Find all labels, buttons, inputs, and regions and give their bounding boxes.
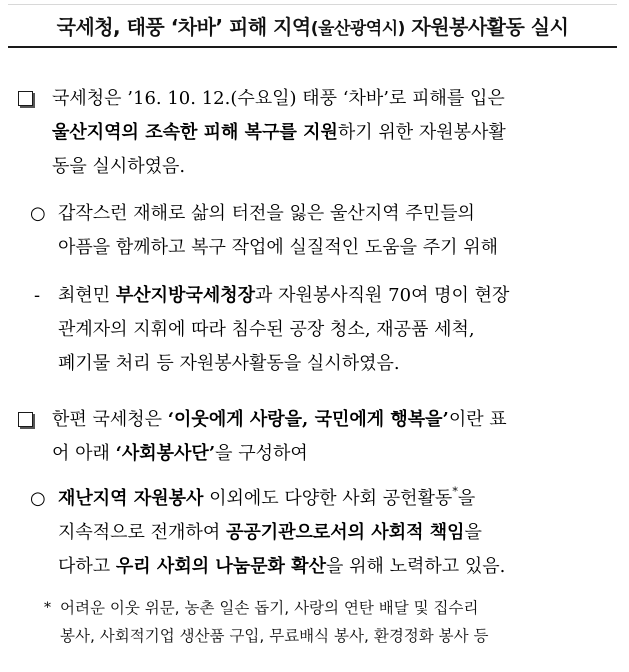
section2-line2-bold: ‘사회봉사단’: [115, 443, 216, 464]
section2-line2: [52, 437, 507, 471]
section2-sub1-line2: [58, 516, 505, 550]
circle-bullet-icon: ○: [30, 203, 46, 224]
section2-sub1-paragraph: [58, 482, 505, 584]
title-tail: 자원봉사활동 실시: [404, 15, 569, 39]
title-bar: [8, 4, 617, 48]
section1-sub1-line2: 아픔을 함께하고 복구 작업에 실질적인 도움을 주기 위해: [58, 237, 498, 258]
section2-sub1-line2-bold: 공공기관으로서의 사회적 책임: [225, 522, 465, 543]
section1-sub2-line1: [58, 279, 509, 313]
section2-paragraph: [52, 403, 507, 471]
section1-sub2-line1-rest: 과 자원봉사직원 70여 명이 현장: [255, 285, 510, 306]
section2-sub1-line3-rest: 을 위해 노력하고 있음.: [325, 556, 506, 577]
title-main: 국세청, 태풍 ‘차바’ 피해 지역: [56, 15, 311, 39]
footnote-mark: *: [452, 485, 458, 498]
section1-sub2-line1-pre: 최현민: [58, 285, 116, 306]
section1-sub1-paragraph: [58, 197, 498, 265]
section2-sub1-line3-pre: 다하고: [58, 556, 116, 577]
section2-line2-rest: 을 구성하여: [215, 443, 308, 464]
section2-sub1-line3: [58, 550, 505, 584]
section1-sub2-line1-bold: 부산지방국세청장: [115, 285, 255, 306]
footnote-paragraph: [60, 594, 489, 650]
section1-sub2-line2: 관계자의 지휘에 따라 침수된 공장 청소, 재공품 세척,: [58, 319, 475, 340]
footnote-line1: 어려운 이웃 위문, 농촌 일손 돕기, 사랑의 연탄 배달 및 집수리: [60, 599, 479, 617]
section2-sub1-line1-end: 을: [457, 488, 476, 509]
title-region: (울산광역시): [310, 19, 405, 39]
dash-bullet-icon: -: [34, 285, 41, 306]
section1-paragraph: [52, 82, 622, 184]
section2-line2-pre: 어 아래: [52, 443, 116, 464]
section1-line3: 동을 실시하였음.: [52, 156, 186, 177]
section2-sub1-line1: [58, 482, 505, 516]
section2-sub1-line1-rest: 이외에도 다양한 사회 공헌활동: [203, 488, 453, 509]
footnote-asterisk: *: [44, 600, 51, 616]
section2-sub1-line2-pre: 지속적으로 전개하여: [58, 522, 226, 543]
section2-line1-pre: 한편 국세청은: [52, 409, 168, 430]
page-title: [57, 11, 569, 40]
section2-line1-bold: ‘이웃에게 사랑을, 국민에게 행복을’: [167, 409, 449, 430]
section1-line2: [52, 116, 622, 150]
footnote-line2: 봉사, 사회적기업 생산품 구입, 무료배식 봉사, 환경정화 봉사 등: [60, 627, 489, 645]
checkbox-bullet-icon: [18, 412, 33, 427]
section1-line2-rest: 하기 위한 자원봉사활: [337, 122, 506, 143]
checkbox-bullet-icon: [18, 91, 33, 106]
section1-line1: 국세청은 ’16. 10. 12.(수요일) 태풍 ‘차바’로 피해를 입은: [52, 88, 505, 109]
circle-bullet-icon: ○: [30, 488, 46, 509]
section1-line2-bold: 울산지역의 조속한 피해 복구를 지원: [52, 122, 338, 143]
section1-sub1-line1: 갑작스런 재해로 삶의 터전을 잃은 울산지역 주민들의: [58, 203, 475, 224]
section1-sub2-paragraph: [58, 279, 509, 381]
section2-line1-rest: 이란 표: [448, 409, 507, 430]
section2-sub1-line1-bold: 재난지역 자원봉사: [58, 488, 204, 509]
section2-sub1-line3-bold: 우리 사회의 나눔문화 확산: [115, 556, 326, 577]
section1-sub2-line3: 폐기물 처리 등 자원봉사활동을 실시하였음.: [58, 353, 400, 374]
section2-sub1-line2-rest: 을: [464, 522, 482, 543]
section2-line1: [52, 403, 507, 437]
